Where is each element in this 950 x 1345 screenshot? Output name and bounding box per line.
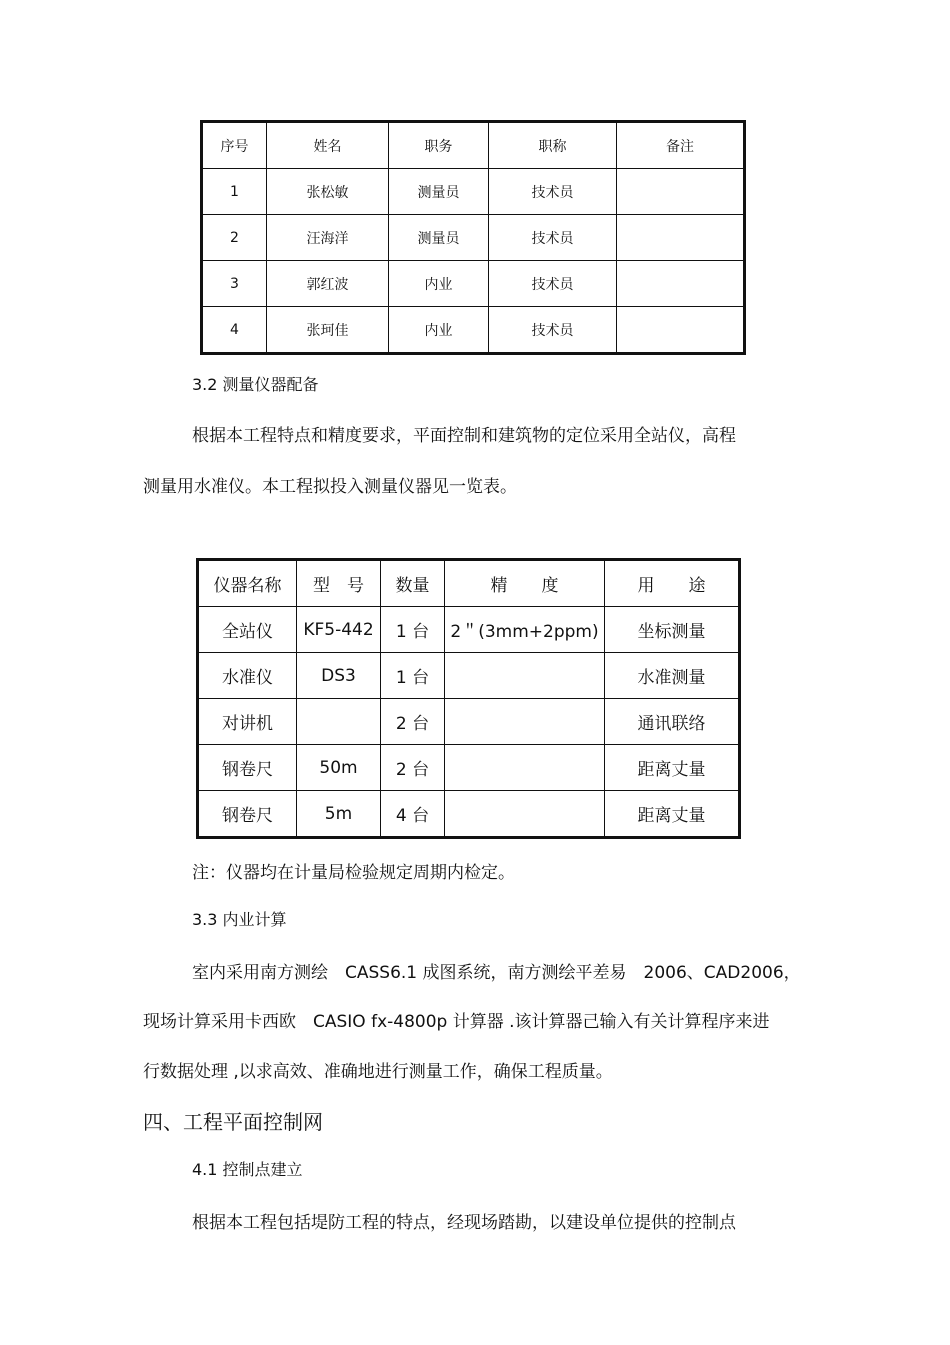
table-cell [445, 653, 605, 699]
instrument-header-cell: 型 号 [297, 560, 381, 607]
table-cell: 技术员 [489, 307, 617, 354]
staff-header-cell: 职务 [389, 122, 489, 169]
staff-table [200, 120, 746, 355]
table-cell [617, 169, 745, 215]
table-cell: 水准测量 [605, 653, 740, 699]
staff-header-cell: 姓名 [267, 122, 389, 169]
instrument-header-cell: 数量 [381, 560, 445, 607]
table-row [198, 791, 740, 838]
table-cell: 2 台 [381, 745, 445, 791]
staff-header-cell: 序号 [202, 122, 267, 169]
table-cell: 4 [202, 307, 267, 354]
table-cell: 水准仪 [198, 653, 297, 699]
table-cell: 技术员 [489, 215, 617, 261]
section-3-3-line1: 室内采用南方测绘 CASS6.1 成图系统，南方测绘平差易 2006、CAD2006， [192, 963, 801, 983]
table-cell: 距离丈量 [605, 745, 740, 791]
table-cell [445, 699, 605, 745]
table-cell: 技术员 [489, 261, 617, 307]
table-cell: 测量员 [389, 169, 489, 215]
staff-header-cell: 职称 [489, 122, 617, 169]
table-cell: 技术员 [489, 169, 617, 215]
table-cell: 对讲机 [198, 699, 297, 745]
table-cell: 2 [202, 215, 267, 261]
table-cell: 张松敏 [267, 169, 389, 215]
instrument-header-cell: 精 度 [445, 560, 605, 607]
table-cell [617, 261, 745, 307]
section-3-3-title: 3.3 内业计算 [192, 910, 287, 929]
section-4-1-paragraph-line1: 根据本工程包括堤防工程的特点，经现场踏勘，以建设单位提供的控制点 [192, 1213, 736, 1233]
table-cell: 钢卷尺 [198, 745, 297, 791]
table-cell: 50m [297, 745, 381, 791]
table-cell: 1 台 [381, 653, 445, 699]
table-cell: 通讯联络 [605, 699, 740, 745]
table-row [198, 607, 740, 653]
table-cell: 测量员 [389, 215, 489, 261]
table-cell: 内业 [389, 261, 489, 307]
table-row [198, 699, 740, 745]
table-cell: 1 台 [381, 607, 445, 653]
table-cell: 全站仪 [198, 607, 297, 653]
table-cell [617, 307, 745, 354]
section-3-2-paragraph-line1: 根据本工程特点和精度要求，平面控制和建筑物的定位采用全站仪，高程 [192, 426, 736, 446]
section-4-1-title: 4.1 控制点建立 [192, 1160, 303, 1179]
section-3-3-line3: 行数据处理 ,以求高效、准确地进行测量工作，确保工程质量。 [143, 1062, 613, 1082]
instrument-table [196, 558, 741, 839]
table-row [198, 745, 740, 791]
section-3-2-paragraph-line2: 测量用水准仪。本工程拟投入测量仪器见一览表。 [143, 477, 517, 497]
instrument-header-cell: 用 途 [605, 560, 740, 607]
section-3-2-title: 3.2 测量仪器配备 [192, 375, 319, 394]
section-3-3-line2: 现场计算采用卡西欧 CASIO fx-4800p 计算器 .该计算器己输入有关计算程序来进 [143, 1012, 770, 1032]
table-cell: 5m [297, 791, 381, 838]
table-cell [445, 745, 605, 791]
table-row [202, 307, 745, 354]
chapter-4-title: 四、工程平面控制网 [143, 1110, 323, 1134]
table-row [202, 169, 745, 215]
table-cell: 3 [202, 261, 267, 307]
staff-table-header-row [202, 122, 745, 169]
instrument-table-header-row [198, 560, 740, 607]
table-cell: 汪海洋 [267, 215, 389, 261]
staff-header-cell: 备注 [617, 122, 745, 169]
table-cell: 钢卷尺 [198, 791, 297, 838]
table-cell: 2 台 [381, 699, 445, 745]
table-cell: 2＂(3mm+2ppm) [445, 607, 605, 653]
table-cell [617, 215, 745, 261]
table-cell: KF5-442 [297, 607, 381, 653]
table-cell: 1 [202, 169, 267, 215]
table-cell [445, 791, 605, 838]
table-cell: 郭红波 [267, 261, 389, 307]
table-cell: DS3 [297, 653, 381, 699]
table-row [202, 261, 745, 307]
instrument-note: 注：仪器均在计量局检验规定周期内检定。 [192, 863, 515, 883]
table-row [198, 653, 740, 699]
table-cell: 距离丈量 [605, 791, 740, 838]
table-cell: 内业 [389, 307, 489, 354]
table-cell: 坐标测量 [605, 607, 740, 653]
table-cell [297, 699, 381, 745]
table-row [202, 215, 745, 261]
instrument-header-cell: 仪器名称 [198, 560, 297, 607]
table-cell: 4 台 [381, 791, 445, 838]
table-cell: 张珂佳 [267, 307, 389, 354]
